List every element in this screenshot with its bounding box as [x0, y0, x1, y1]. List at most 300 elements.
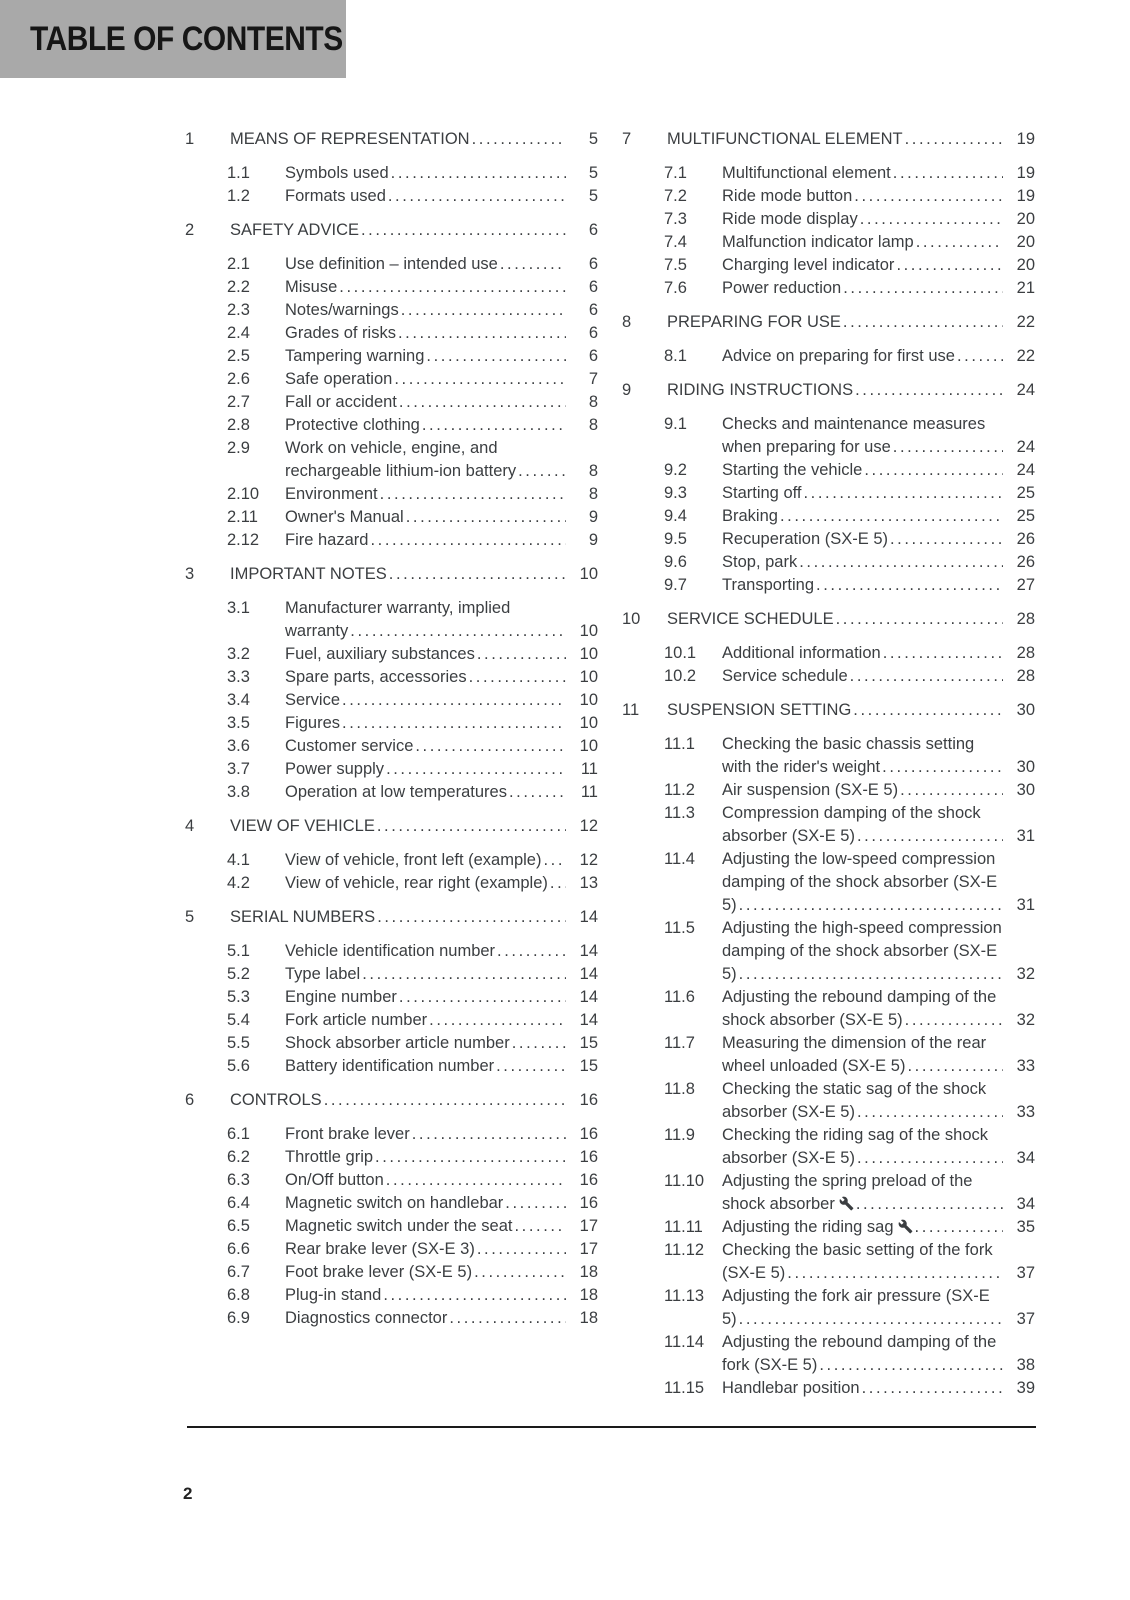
toc-entry-page: 16: [579, 1125, 598, 1143]
toc-entry-number: 6.5: [227, 1217, 250, 1235]
toc-entry-page: 19: [1016, 187, 1035, 205]
toc-entry-page: 6: [588, 347, 598, 365]
toc-entry-number: 11.8: [664, 1080, 695, 1098]
toc-entry: [227, 963, 598, 986]
toc-entry-title: Ride mode button: [722, 187, 853, 205]
toc-entry: [227, 597, 598, 643]
toc-entry-page: 20: [1016, 256, 1035, 274]
toc-entry: [664, 185, 1035, 208]
toc-entry-page: 16: [579, 1091, 598, 1109]
toc-entry-page: 6: [588, 255, 598, 273]
toc-entry: [622, 311, 1035, 334]
toc-entry-page: 14: [579, 988, 598, 1006]
toc-entry-number: 9.3: [664, 484, 687, 502]
toc-entry-number: 9.5: [664, 530, 687, 548]
toc-entry-number: 1.1: [227, 164, 250, 182]
toc-entry: [622, 379, 1035, 402]
toc-entry-page: 19: [1016, 164, 1035, 182]
toc-entry-title: Fire hazard: [285, 531, 369, 549]
toc-entry-number: 7.3: [664, 210, 687, 228]
toc-entry-number: 4.2: [227, 874, 250, 892]
toc-entry: [227, 1032, 598, 1055]
toc-entry-title: Starting the vehicle: [722, 461, 863, 479]
toc-entry: [664, 642, 1035, 665]
toc-entry: [664, 482, 1035, 505]
toc-entry: [227, 1192, 598, 1215]
toc-entry: [227, 1307, 598, 1330]
toc-entry-number: 1: [185, 130, 195, 148]
toc-entry: [185, 219, 598, 242]
toc-entry-title: Adjusting the riding sag: [722, 1216, 1003, 1239]
toc-entry-page: 8: [588, 485, 598, 503]
toc-entry-title: Stop, park: [722, 553, 798, 571]
toc-entry-page: 32: [1016, 1011, 1035, 1029]
toc-entry-page: 26: [1016, 553, 1035, 571]
toc-entry-page: 18: [579, 1263, 598, 1281]
toc-entry-page: 38: [1016, 1356, 1035, 1374]
toc-entry-title: Adjusting the rebound damping of the shock absorber (SX-E 5): [722, 988, 997, 1029]
toc-entry-page: 6: [588, 324, 598, 342]
toc-entry-title: Checking the riding sag of the shock absorber (SX-E 5): [722, 1126, 988, 1167]
toc-entry-number: 3: [185, 565, 195, 583]
toc-entry-title: IMPORTANT NOTES: [230, 565, 387, 583]
toc-entry-page: 10: [579, 645, 598, 663]
toc-entry-page: 31: [1016, 827, 1035, 845]
toc-entry-page: 34: [1016, 1149, 1035, 1167]
toc-entry: [227, 322, 598, 345]
toc-entry-page: 28: [1016, 644, 1035, 662]
toc-entry-page: 30: [1016, 758, 1035, 776]
toc-entry-title: On/Off button: [285, 1171, 384, 1189]
toc-entry-title: Misuse: [285, 278, 338, 296]
toc-entry-title: Formats used: [285, 187, 386, 205]
toc-entry-title: Battery identification number: [285, 1057, 495, 1075]
toc-entry: [227, 940, 598, 963]
toc-entry-page: 17: [579, 1217, 598, 1235]
toc-entry-title: Diagnostics connector: [285, 1309, 448, 1327]
toc-entry: [227, 1261, 598, 1284]
toc-entry-title: Checking the static sag of the shock absorber (SX-E 5): [722, 1080, 987, 1121]
toc-entry-number: 5.2: [227, 965, 250, 983]
toc-entry-title: Service: [285, 691, 341, 709]
toc-entry-title: MEANS OF REPRESENTATION: [230, 130, 470, 148]
toc-entry-page: 37: [1016, 1264, 1035, 1282]
toc-entry: [227, 506, 598, 529]
toc-entry-number: 10.2: [664, 667, 697, 685]
toc-entry-page: 6: [588, 221, 598, 239]
toc-entry-number: 6.4: [227, 1194, 250, 1212]
toc-entry: [227, 712, 598, 735]
toc-entry-title: Power supply: [285, 760, 385, 778]
toc-entry: [227, 1215, 598, 1238]
toc-entry-number: 2.1: [227, 255, 250, 273]
toc-entry-number: 5.6: [227, 1057, 250, 1075]
toc-entry-page: 14: [579, 1011, 598, 1029]
toc-entry-page: 22: [1016, 347, 1035, 365]
footer-page-number: 2: [183, 1484, 193, 1503]
toc-entry: [664, 254, 1035, 277]
toc-entry-title: Front brake lever: [285, 1125, 410, 1143]
toc-entry-title: Power reduction: [722, 279, 842, 297]
toc-entry: [185, 815, 598, 838]
toc-entry: [664, 1239, 1035, 1285]
toc-entry-number: 3.1: [227, 599, 250, 617]
toc-entry-number: 2.12: [227, 531, 260, 549]
toc-entry-page: 8: [588, 416, 598, 434]
toc-entry-number: 3.8: [227, 783, 250, 801]
toc-entry-title: Operation at low temperatures: [285, 783, 507, 801]
toc-entry-number: 11.2: [664, 781, 695, 799]
toc-entry: [664, 162, 1035, 185]
toc-entry-title: SERVICE SCHEDULE: [667, 610, 834, 628]
toc-entry-page: 16: [579, 1194, 598, 1212]
toc-entry-number: 11.5: [664, 919, 695, 937]
toc-entry-page: 28: [1016, 610, 1035, 628]
toc-entry: [227, 414, 598, 437]
toc-entry-page: 10: [579, 737, 598, 755]
toc-entry-title: SUSPENSION SETTING: [667, 701, 852, 719]
toc-entry-number: 6.3: [227, 1171, 250, 1189]
toc-entry-title: Owner's Manual: [285, 508, 404, 526]
toc-entry-page: 10: [579, 691, 598, 709]
toc-entry-page: 25: [1016, 507, 1035, 525]
toc-entry: [664, 1216, 1035, 1239]
toc-entry-number: 2.4: [227, 324, 250, 342]
toc-entry-page: 18: [579, 1286, 598, 1304]
toc-entry-page: 14: [579, 965, 598, 983]
toc-entry: [664, 208, 1035, 231]
toc-entry-title: Tampering warning: [285, 347, 425, 365]
toc-entry-number: 3.6: [227, 737, 250, 755]
toc-entry-number: 11.4: [664, 850, 695, 868]
toc-entry: [227, 1284, 598, 1307]
toc-entry-number: 11.10: [664, 1172, 705, 1190]
toc-entry-title: Handlebar position: [722, 1379, 860, 1397]
toc-entry: [227, 483, 598, 506]
toc-entry-title: Magnetic switch under the seat: [285, 1217, 513, 1235]
toc-entry-page: 14: [579, 942, 598, 960]
toc-entry-title: Transporting: [722, 576, 815, 594]
toc-entry-number: 3.7: [227, 760, 250, 778]
toc-entry: [227, 1055, 598, 1078]
toc-entry-number: 2.11: [227, 508, 258, 526]
toc-entry-page: 17: [579, 1240, 598, 1258]
toc-entry-number: 2.5: [227, 347, 250, 365]
toc-entry-number: 2.10: [227, 485, 260, 503]
toc-entry-page: 9: [588, 531, 598, 549]
toc-entry-title: Fall or accident: [285, 393, 397, 411]
toc-entry-page: 16: [579, 1171, 598, 1189]
toc-entry-page: 10: [579, 668, 598, 686]
toc-entry: [664, 1032, 1035, 1078]
toc-entry: [664, 574, 1035, 597]
toc-entry-page: 25: [1016, 484, 1035, 502]
toc-entry-number: 7.6: [664, 279, 687, 297]
toc-entry-title: View of vehicle, front left (example): [285, 851, 542, 869]
toc-entry-title: Foot brake lever (SX-E 5): [285, 1263, 473, 1281]
toc-entry: [227, 276, 598, 299]
toc-entry-page: 26: [1016, 530, 1035, 548]
toc-entry-number: 9.7: [664, 576, 687, 594]
toc-entry: [664, 665, 1035, 688]
toc-entry-title: Braking: [722, 507, 778, 525]
toc-entry-number: 2.6: [227, 370, 250, 388]
toc-entry-title: Throttle grip: [285, 1148, 374, 1166]
toc-entry-title: Environment: [285, 485, 378, 503]
toc-entry: [664, 1377, 1035, 1400]
toc-entry-title: CONTROLS: [230, 1091, 322, 1109]
toc-entry: [664, 733, 1035, 779]
toc-entry: [227, 368, 598, 391]
toc-entry: [227, 162, 598, 185]
toc-entry-number: 9.6: [664, 553, 687, 571]
toc-entry-number: 4.1: [227, 851, 250, 869]
toc-entry: [664, 528, 1035, 551]
toc-entry: [664, 848, 1035, 917]
toc-entry-number: 11.14: [664, 1333, 705, 1351]
toc-entry-title: Multifunctional element: [722, 164, 891, 182]
page-header-banner: [0, 0, 346, 78]
toc-entry: [664, 505, 1035, 528]
toc-entry-number: 7.5: [664, 256, 687, 274]
toc-entry: [227, 872, 598, 895]
toc-entry: [622, 128, 1035, 151]
toc-entry-title: Charging level indicator: [722, 256, 895, 274]
toc-entry-number: 9.1: [664, 415, 687, 433]
toc-entry: [664, 1331, 1035, 1377]
toc-entry-number: 8.1: [664, 347, 687, 365]
toc-entry-title: SAFETY ADVICE: [230, 221, 359, 239]
toc-entry-page: 33: [1016, 1103, 1035, 1121]
toc-entry-page: 20: [1016, 210, 1035, 228]
toc-entry-number: 11.3: [664, 804, 695, 822]
toc-entry-number: 6: [185, 1091, 195, 1109]
toc-entry-page: 27: [1016, 576, 1035, 594]
toc-entry-title: Ride mode display: [722, 210, 858, 228]
toc-entry: [227, 299, 598, 322]
toc-entry-number: 10.1: [664, 644, 697, 662]
toc-entry-page: 24: [1016, 381, 1035, 399]
toc-column: [185, 117, 598, 1400]
toc-entry-title: Air suspension (SX-E 5): [722, 781, 899, 799]
toc-entry: [227, 345, 598, 368]
toc-entry: [227, 253, 598, 276]
toc-entry-number: 11.13: [664, 1287, 705, 1305]
toc-entry-page: 7: [588, 370, 598, 388]
toc-entry-number: 2.9: [227, 439, 250, 457]
wrench-icon: [839, 1196, 854, 1211]
toc-entry-page: 10: [579, 622, 598, 640]
toc-entry: [664, 345, 1035, 368]
toc-entry: [227, 1238, 598, 1261]
toc-entry-page: 34: [1016, 1195, 1035, 1213]
toc-entry-page: 22: [1016, 313, 1035, 331]
toc-entry: [664, 802, 1035, 848]
toc-entry-title: Symbols used: [285, 164, 389, 182]
toc-entry-title: Magnetic switch on handlebar: [285, 1194, 504, 1212]
toc-entry-title: PREPARING FOR USE: [667, 313, 841, 331]
toc-entry: [664, 551, 1035, 574]
toc-entry-page: 14: [579, 908, 598, 926]
toc-entry-page: 16: [579, 1148, 598, 1166]
toc-entry-number: 2.3: [227, 301, 250, 319]
toc-entry-page: 18: [579, 1309, 598, 1327]
toc-entry-title: Customer service: [285, 737, 414, 755]
toc-entry-page: 15: [579, 1034, 598, 1052]
toc-entry-title: Adjusting the spring preload of the shock absorber: [722, 1172, 973, 1213]
toc-entry-title: Checks and maintenance measures when preparing for use: [722, 415, 986, 456]
toc-entry-title: Type label: [285, 965, 361, 983]
toc-entry-number: 3.4: [227, 691, 250, 709]
toc-entry-number: 6.6: [227, 1240, 250, 1258]
toc-entry-number: 6.7: [227, 1263, 250, 1281]
toc-entry-title: Work on vehicle, engine, and rechargeable lithium-ion battery: [285, 439, 517, 480]
toc-entry: [664, 277, 1035, 300]
toc-entry-page: 31: [1016, 896, 1035, 914]
toc-entry-number: 11.11: [664, 1218, 703, 1236]
toc-entry-page: 5: [588, 164, 598, 182]
toc-entry: [227, 1123, 598, 1146]
toc-entry: [227, 437, 598, 483]
toc-entry-number: 7.1: [664, 164, 687, 182]
toc-entry-number: 9.4: [664, 507, 687, 525]
toc-entry-title: Adjusting the rebound damping of the fork (SX-E 5): [722, 1333, 997, 1374]
toc-entry-title: Figures: [285, 714, 341, 732]
toc-entry-number: 2.8: [227, 416, 250, 434]
toc-entry: [227, 391, 598, 414]
toc-entry-number: 3.5: [227, 714, 250, 732]
toc-entry-number: 3.2: [227, 645, 250, 663]
toc-entry-title: Adjusting the fork air pressure (SX-E 5): [722, 1287, 990, 1328]
toc-entry-number: 2: [185, 221, 195, 239]
toc-entry-title: Checking the basic setting of the fork (SX-E 5): [722, 1241, 993, 1282]
toc-entry: [227, 185, 598, 208]
toc-entry-page: 21: [1016, 279, 1035, 297]
toc-entry: [185, 1089, 598, 1112]
toc-entry: [664, 986, 1035, 1032]
toc-entry: [664, 917, 1035, 986]
toc-entry: [664, 1170, 1035, 1216]
toc-columns: [185, 117, 1035, 1400]
toc-entry-page: 30: [1016, 781, 1035, 799]
toc-entry-title: Rear brake lever (SX-E 3): [285, 1240, 475, 1258]
toc-entry-number: 7.4: [664, 233, 687, 251]
toc-entry-page: 35: [1016, 1218, 1035, 1236]
toc-entry-number: 11.1: [664, 735, 695, 753]
toc-entry-title: Engine number: [285, 988, 397, 1006]
toc-entry: [227, 758, 598, 781]
toc-entry-page: 24: [1016, 438, 1035, 456]
toc-entry-number: 6.1: [227, 1125, 250, 1143]
toc-entry: [664, 413, 1035, 459]
toc-entry-number: 4: [185, 817, 195, 835]
toc-entry-title: Service schedule: [722, 667, 848, 685]
toc-entry-page: 12: [579, 817, 598, 835]
toc-entry-page: 19: [1016, 130, 1035, 148]
toc-entry-title: Measuring the dimension of the rear wheel unloaded (SX-E 5): [722, 1034, 987, 1075]
toc-entry-title: Fuel, auxiliary substances: [285, 645, 475, 663]
toc-entry-title: Safe operation: [285, 370, 393, 388]
toc-entry-number: 6.9: [227, 1309, 250, 1327]
toc-entry-number: 6.2: [227, 1148, 250, 1166]
toc-entry-title: Advice on preparing for first use: [722, 347, 955, 365]
toc-entry-page: 39: [1016, 1379, 1035, 1397]
toc-entry-title: Adjusting the high-speed compression damping of the shock absorber (SX-E 5): [722, 919, 1002, 983]
toc-entry-page: 30: [1016, 701, 1035, 719]
toc-entry-title: Adjusting the low-speed compression damping of the shock absorber (SX-E 5): [722, 850, 998, 914]
toc-entry-number: 11.12: [664, 1241, 705, 1259]
toc-entry: [227, 1009, 598, 1032]
toc-entry-number: 5.1: [227, 942, 250, 960]
toc-entry: [227, 735, 598, 758]
toc-entry-title: View of vehicle, rear right (example): [285, 874, 548, 892]
toc-entry-page: 6: [588, 301, 598, 319]
toc-entry-number: 5.4: [227, 1011, 250, 1029]
toc-entry-title: SERIAL NUMBERS: [230, 908, 376, 926]
toc-entry-number: 5.3: [227, 988, 250, 1006]
toc-entry-number: 9: [622, 381, 632, 399]
toc-entry-title: Recuperation (SX-E 5): [722, 530, 888, 548]
toc-entry: [622, 608, 1035, 631]
toc-entry-page: 28: [1016, 667, 1035, 685]
wrench-icon: [898, 1219, 913, 1234]
toc-entry-page: 10: [579, 565, 598, 583]
toc-entry-page: 13: [579, 874, 598, 892]
toc-entry: [227, 666, 598, 689]
toc-column: [622, 117, 1035, 1400]
toc-entry: [185, 128, 598, 151]
toc-entry-number: 6.8: [227, 1286, 250, 1304]
toc-entry: [664, 231, 1035, 254]
toc-entry-page: 5: [588, 130, 598, 148]
toc-entry: [664, 459, 1035, 482]
toc-entry-page: 8: [588, 393, 598, 411]
toc-entry-title: Grades of risks: [285, 324, 396, 342]
toc-entry-title: Spare parts, accessories: [285, 668, 467, 686]
toc-entry-title: Use definition – intended use: [285, 255, 498, 273]
toc-entry-page: 11: [580, 760, 598, 778]
toc-entry-title: Notes/warnings: [285, 301, 399, 319]
toc-entry-page: 37: [1016, 1310, 1035, 1328]
toc-entry: [227, 1169, 598, 1192]
toc-entry-page: 24: [1016, 461, 1035, 479]
toc-entry-page: 6: [588, 278, 598, 296]
toc-entry-title: MULTIFUNCTIONAL ELEMENT: [667, 130, 903, 148]
toc-entry: [227, 689, 598, 712]
toc-entry: [227, 781, 598, 804]
toc-entry-number: 11.7: [664, 1034, 695, 1052]
toc-entry-page: 15: [579, 1057, 598, 1075]
toc-entry-number: 7.2: [664, 187, 687, 205]
toc-entry-number: 8: [622, 313, 632, 331]
toc-entry-title: Vehicle identification number: [285, 942, 496, 960]
toc-entry-number: 2.2: [227, 278, 250, 296]
toc-entry: [185, 906, 598, 929]
footer-divider: [187, 1426, 1036, 1428]
toc-entry-page: 10: [579, 714, 598, 732]
toc-entry-title: VIEW OF VEHICLE: [230, 817, 375, 835]
toc-entry-page: 5: [588, 187, 598, 205]
toc-entry-number: 2.7: [227, 393, 250, 411]
toc-entry: [664, 1078, 1035, 1124]
page-title: TABLE OF CONTENTS: [30, 19, 343, 58]
toc-entry: [664, 1285, 1035, 1331]
toc-entry-number: 3.3: [227, 668, 250, 686]
toc-entry-number: 11.9: [664, 1126, 695, 1144]
toc-entry-title: Plug-in stand: [285, 1286, 382, 1304]
toc-entry: [227, 849, 598, 872]
toc-entry: [227, 1146, 598, 1169]
